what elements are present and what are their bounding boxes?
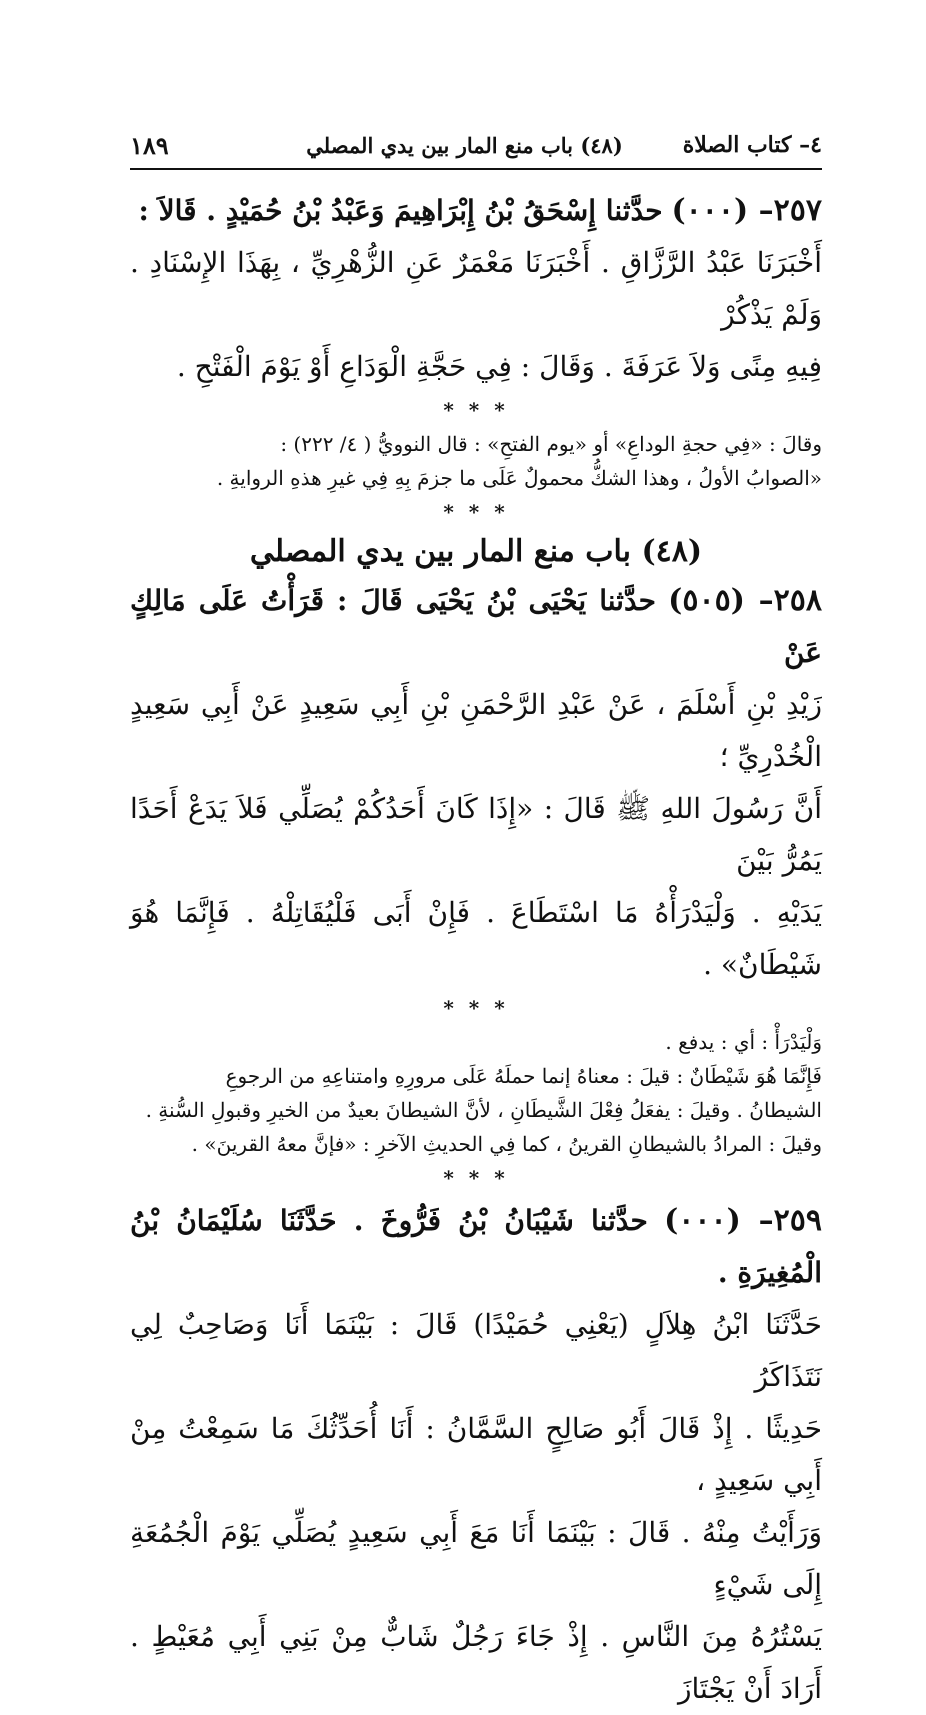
note-line: الشيطانُ . وقيلَ : يفعَلُ فِعْلَ الشَّيطَانِ ، لأنَّ الشيطانَ بعيدٌ من الخيرِ وقبولِ السُّنةِ . bbox=[145, 1098, 822, 1122]
hadith-line: حدَّثنا شَيْبَانُ بْنُ فَرُّوخَ . حَدَّثَنَا سُلَيْمَانُ بْنُ الْمُغِيرَةِ . bbox=[130, 1204, 822, 1289]
hadith-line: يَسْتُرُهُ مِنَ النَّاسِ . إِذْ جَاءَ رَجُلٌ شَابٌّ مِنْ بَنِي أَبِي مُعَيْطٍ . أَرَادَ أَنْ يَجْتَازَ bbox=[130, 1620, 822, 1705]
chapter-heading: (٤٨) باب منع المار بين يدي المصلي bbox=[249, 534, 703, 569]
hadith-line: يَدَيْهِ . وَلْيَدْرَأْهُ مَا اسْتَطَاعَ . فَإِنْ أَبَى فَلْيُقَاتِلْهُ . فَإِنَّمَا هُوَ شَيْطَانٌ» . bbox=[130, 896, 822, 981]
hadith-line: زَيْدِ بْنِ أَسْلَمَ ، عَنْ عَبْدِ الرَّحْمَنِ بْنِ أَبِي سَعِيدٍ عَنْ أَبِي سَعِيدٍ الْخُدْرِيِّ ؛ bbox=[130, 688, 822, 773]
book-page bbox=[130, 0, 823, 1705]
separator-stars: * * * bbox=[443, 500, 509, 524]
hadith-line: حَدَّثَنَا ابْنُ هِلاَلٍ (يَعْنِي حُمَيْدًا) قَالَ : بَيْنَمَا أَنَا وَصَاحِبٌ لِي نَتَذَاكَرُ bbox=[130, 1308, 822, 1393]
commentary-note-1 bbox=[130, 427, 822, 495]
hadith-line: أَخْبَرَنَا عَبْدُ الرَّزَّاقِ . أَخْبَرَنَا مَعْمَرٌ عَنِ الزُّهْرِيِّ ، بِهَذَا الإِسْنَادِ . وَلَمْ يَذْكُرْ bbox=[130, 246, 822, 331]
note-line: وقالَ : «فِي حجةِ الوداعِ» أو «يوم الفتحِ» : قال النوويُّ ( ٤/ ٢٢٢) : bbox=[280, 432, 822, 456]
hadith-number: ٢٥٧– (٠٠٠) bbox=[671, 193, 822, 228]
hadith-line: حدَّثنا يَحْيَى بْنُ يَحْيَى قَالَ : قَرَأْتُ عَلَى مَالِكٍ عَنْ bbox=[130, 584, 822, 669]
hadith-line: حدَّثنا إِسْحَقُ بْنُ إِبْرَاهِيمَ وَعَبْدُ بْنُ حُمَيْدٍ . قَالاَ : bbox=[138, 194, 663, 227]
hadith-line: أَنَّ رَسُولَ اللهِ ﷺ قَالَ : «إِذَا كَانَ أَحَدُكُمْ يُصَلِّي فَلاَ يَدَعْ أَحَدًا يَمُرُّ بَيْنَ bbox=[130, 792, 822, 877]
separator-stars: * * * bbox=[443, 398, 509, 422]
note-line: فَإِنَّمَا هُوَ شَيْطَانٌ : قيلَ : معناهُ إنما حملَهُ عَلَى مرورِهِ وامتناعِهِ من الرجوعِ bbox=[225, 1064, 822, 1088]
header-titles bbox=[306, 132, 822, 158]
note-line: وقيلَ : المرادُ بالشيطانِ القرينُ ، كما فِي الحديثِ الآخرِ : «فإنَّ معهُ القرينَ» . bbox=[191, 1132, 822, 1156]
hadith-line: حَدِيثًا . إِذْ قَالَ أَبُو صَالِحٍ السَّمَّانُ : أَنَا أُحَدِّثُكَ مَا سَمِعْتُ مِنْ أَبِي سَعِيدٍ ، bbox=[130, 1412, 822, 1497]
commentary-note-2 bbox=[130, 1025, 822, 1161]
hadith-number: ٢٥٩– (٠٠٠) bbox=[664, 1203, 823, 1238]
page-body bbox=[130, 185, 822, 1715]
page-header bbox=[130, 122, 822, 170]
page-number: ١٨٩ bbox=[130, 130, 169, 160]
hadith-number: ٢٥٨– (٥٠٥) bbox=[668, 583, 822, 618]
note-line: وَلْيَدْرَأْ : أي : يدفع . bbox=[665, 1030, 822, 1054]
hadith-258 bbox=[130, 575, 822, 991]
hadith-line: وَرَأَيْتُ مِنْهُ . قَالَ : بَيْنَمَا أَنَا مَعَ أَبِي سَعِيدٍ يُصَلِّي يَوْمَ الْجُمُعَةِ إِلَى شَيْءٍ bbox=[130, 1516, 822, 1601]
separator-stars: * * * bbox=[443, 1166, 509, 1190]
hadith-259 bbox=[130, 1195, 822, 1715]
separator-stars: * * * bbox=[443, 996, 509, 1020]
book-title: ٤– كتاب الصلاة bbox=[682, 132, 822, 158]
note-line: «الصوابُ الأولُ ، وهذا الشكُّ محمولٌ عَلَى ما جزمَ بِهِ فِي غيرِ هذهِ الروايةِ . bbox=[216, 466, 822, 490]
chapter-running-title: (٤٨) باب منع المار بين يدي المصلي bbox=[306, 132, 623, 158]
hadith-line: فِيهِ مِنًى وَلاَ عَرَفَةَ . وَقَالَ : فِي حَجَّةِ الْوَدَاعِ أَوْ يَوْمَ الْفَتْحِ . bbox=[176, 350, 822, 383]
hadith-257 bbox=[130, 185, 822, 393]
